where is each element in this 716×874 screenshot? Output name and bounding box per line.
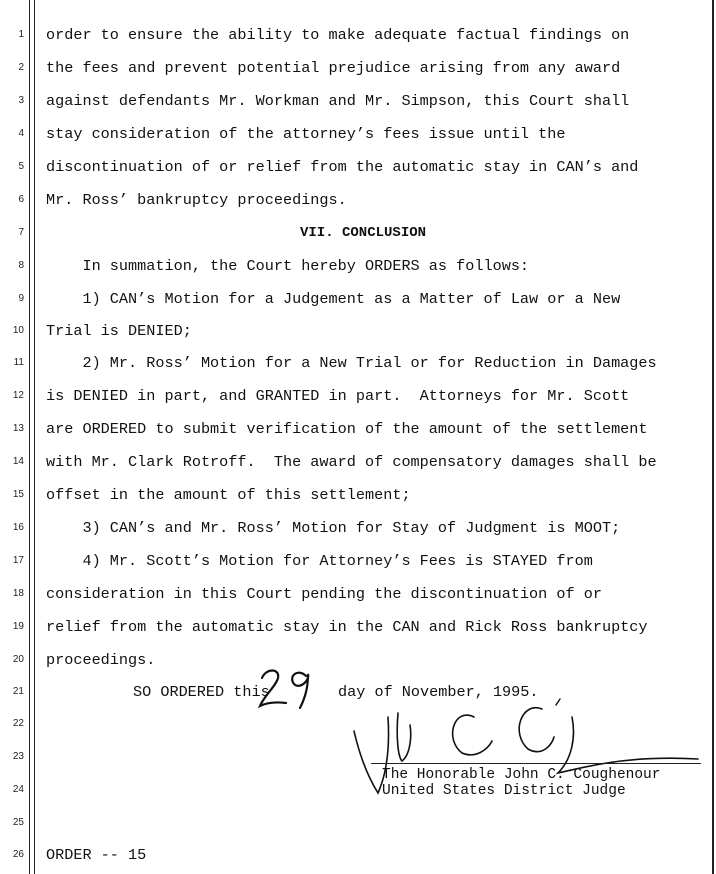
line-number: 21: [12, 686, 24, 697]
line-number: 9: [18, 293, 24, 304]
line-number: 4: [18, 128, 24, 139]
line-number: 2: [18, 62, 24, 73]
line-number: 26: [12, 849, 24, 860]
line-number: 7: [18, 227, 24, 238]
text-line: In summation, the Court hereby ORDERS as follows:: [46, 257, 530, 275]
line-number: 20: [12, 654, 24, 665]
text-line: offset in the amount of this settlement;: [46, 486, 411, 504]
line-number: 13: [12, 423, 24, 434]
text-line: the fees and prevent potential prejudice arising from any award: [46, 59, 621, 77]
line-number: 3: [18, 95, 24, 106]
line-number: 10: [12, 325, 24, 336]
text-line: 1) CAN’s Motion for a Judgement as a Matter of Law or a New: [46, 290, 621, 308]
line-number: 16: [12, 522, 24, 533]
line-number: 22: [12, 718, 24, 729]
right-margin-rule: [712, 0, 714, 874]
text-line: discontinuation of or relief from the automatic stay in CAN’s and: [46, 158, 639, 176]
text-line: Trial is DENIED;: [46, 322, 192, 340]
so-ordered-suffix: day of November, 1995.: [338, 683, 539, 701]
text-line: Mr. Ross’ bankruptcy proceedings.: [46, 191, 347, 209]
line-number: 25: [12, 817, 24, 828]
section-heading: VII. CONCLUSION: [300, 225, 427, 241]
text-line: proceedings.: [46, 651, 156, 669]
text-line: order to ensure the ability to make adequate factual findings on: [46, 26, 630, 44]
judge-title: United States District Judge: [382, 783, 626, 799]
text-line: consideration in this Court pending the discontinuation of or: [46, 585, 602, 603]
text-line: with Mr. Clark Rotroff. The award of compensatory damages shall be: [46, 453, 657, 471]
line-number: 8: [18, 260, 24, 271]
text-line: 2) Mr. Ross’ Motion for a New Trial or for Reduction in Damages: [46, 354, 657, 372]
line-number: 11: [13, 357, 24, 368]
signature-line: [371, 763, 701, 764]
line-number: 14: [12, 456, 24, 467]
text-line: are ORDERED to submit verification of the amount of the settlement: [46, 420, 648, 438]
judge-name: The Honorable John C. Coughenour: [382, 767, 661, 783]
line-number: 24: [12, 784, 24, 795]
line-number: 1: [18, 29, 24, 40]
text-line: stay consideration of the attorney’s fees issue until the: [46, 125, 566, 143]
line-number: 17: [12, 555, 24, 566]
so-ordered-prefix: SO ORDERED this: [133, 683, 270, 701]
line-number: 18: [12, 588, 24, 599]
text-line: relief from the automatic stay in the CAN and Rick Ross bankruptcy: [46, 618, 648, 636]
line-number: 23: [12, 751, 24, 762]
line-number: 6: [18, 194, 24, 205]
handwritten-day-number: [254, 662, 334, 710]
line-number: 12: [12, 390, 24, 401]
text-line: 4) Mr. Scott’s Motion for Attorney’s Fees is STAYED from: [46, 552, 593, 570]
text-line: is DENIED in part, and GRANTED in part. Attorneys for Mr. Scott: [46, 387, 630, 405]
line-number: 15: [12, 489, 24, 500]
page-footer: ORDER -- 15: [46, 846, 147, 864]
line-number: 19: [12, 621, 24, 632]
text-line: 3) CAN’s and Mr. Ross’ Motion for Stay of Judgment is MOOT;: [46, 519, 621, 537]
left-margin-rule: [29, 0, 30, 874]
text-line: against defendants Mr. Workman and Mr. Simpson, this Court shall: [46, 92, 630, 110]
left-margin-rule-inner: [34, 0, 35, 874]
line-number: 5: [18, 161, 24, 172]
